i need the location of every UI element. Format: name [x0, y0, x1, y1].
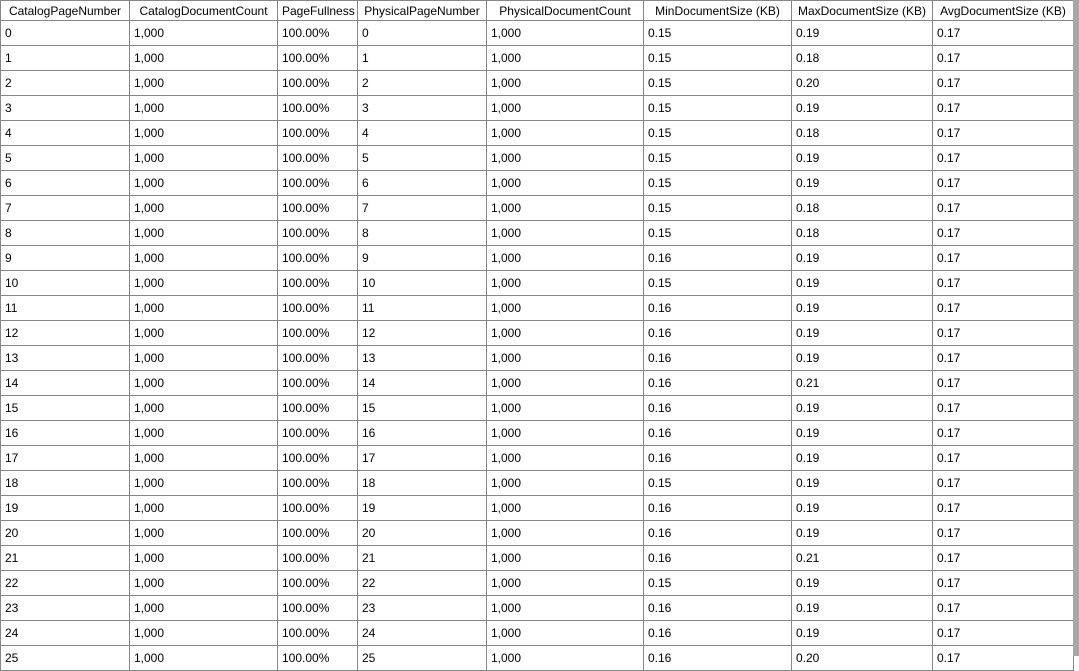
table-cell[interactable]: 1,000 — [487, 621, 644, 646]
table-cell[interactable]: 9 — [358, 246, 487, 271]
column-header-catalogdocumentcount[interactable]: CatalogDocumentCount — [130, 1, 278, 21]
table-row[interactable] — [1, 221, 1074, 246]
table-cell[interactable]: 0.17 — [933, 221, 1074, 246]
table-cell[interactable]: 1,000 — [487, 546, 644, 571]
table-row[interactable] — [1, 496, 1074, 521]
table-cell[interactable]: 0.17 — [933, 146, 1074, 171]
table-cell[interactable]: 0 — [1, 21, 130, 46]
table-cell[interactable]: 100.00% — [278, 46, 358, 71]
table-cell[interactable]: 1,000 — [130, 546, 278, 571]
table-row[interactable] — [1, 271, 1074, 296]
table-cell[interactable]: 14 — [1, 371, 130, 396]
table-cell[interactable]: 0.17 — [933, 596, 1074, 621]
table-cell[interactable]: 20 — [1, 521, 130, 546]
table-cell[interactable]: 1,000 — [130, 96, 278, 121]
table-cell[interactable]: 0.19 — [792, 146, 933, 171]
column-header-maxdocumentsize-kb[interactable]: MaxDocumentSize (KB) — [792, 1, 933, 21]
table-cell[interactable]: 100.00% — [278, 246, 358, 271]
table-cell[interactable]: 100.00% — [278, 496, 358, 521]
table-row[interactable] — [1, 321, 1074, 346]
table-cell[interactable]: 1,000 — [487, 271, 644, 296]
table-cell[interactable]: 0.18 — [792, 196, 933, 221]
table-cell[interactable]: 0.15 — [644, 146, 792, 171]
table-cell[interactable]: 4 — [358, 121, 487, 146]
table-cell[interactable]: 0.19 — [792, 271, 933, 296]
table-cell[interactable]: 25 — [1, 646, 130, 671]
table-cell[interactable]: 0.17 — [933, 71, 1074, 96]
table-cell[interactable]: 12 — [358, 321, 487, 346]
table-cell[interactable]: 7 — [1, 196, 130, 221]
table-cell[interactable]: 1 — [1, 46, 130, 71]
table-cell[interactable]: 1,000 — [487, 46, 644, 71]
table-cell[interactable]: 1,000 — [487, 646, 644, 671]
table-cell[interactable]: 10 — [358, 271, 487, 296]
table-cell[interactable]: 0.15 — [644, 71, 792, 96]
table-row[interactable] — [1, 621, 1074, 646]
table-cell[interactable]: 0.19 — [792, 496, 933, 521]
table-cell[interactable]: 18 — [1, 471, 130, 496]
table-cell[interactable]: 1,000 — [130, 46, 278, 71]
table-cell[interactable]: 0.17 — [933, 421, 1074, 446]
table-cell[interactable]: 22 — [1, 571, 130, 596]
table-cell[interactable]: 0.16 — [644, 396, 792, 421]
table-cell[interactable]: 1,000 — [130, 571, 278, 596]
table-cell[interactable]: 1,000 — [130, 471, 278, 496]
table-cell[interactable]: 0.15 — [644, 121, 792, 146]
table-cell[interactable]: 100.00% — [278, 396, 358, 421]
table-cell[interactable]: 0.21 — [792, 546, 933, 571]
table-row[interactable] — [1, 446, 1074, 471]
table-cell[interactable]: 100.00% — [278, 296, 358, 321]
table-cell[interactable]: 100.00% — [278, 421, 358, 446]
table-cell[interactable]: 1,000 — [487, 146, 644, 171]
table-cell[interactable]: 1,000 — [487, 71, 644, 96]
table-cell[interactable]: 1,000 — [130, 271, 278, 296]
vertical-scrollbar[interactable] — [1073, 0, 1079, 656]
table-cell[interactable]: 0.15 — [644, 96, 792, 121]
table-cell[interactable]: 0.15 — [644, 271, 792, 296]
table-cell[interactable]: 24 — [358, 621, 487, 646]
table-cell[interactable]: 7 — [358, 196, 487, 221]
table-cell[interactable]: 13 — [1, 346, 130, 371]
table-cell[interactable]: 5 — [1, 146, 130, 171]
column-header-mindocumentsize-kb[interactable]: MinDocumentSize (KB) — [644, 1, 792, 21]
table-cell[interactable]: 0.19 — [792, 421, 933, 446]
table-cell[interactable]: 0 — [358, 21, 487, 46]
column-header-catalogpagenumber[interactable]: CatalogPageNumber — [1, 1, 130, 21]
table-cell[interactable]: 0.19 — [792, 171, 933, 196]
table-cell[interactable]: 0.17 — [933, 546, 1074, 571]
table-row[interactable] — [1, 171, 1074, 196]
table-cell[interactable]: 1,000 — [487, 571, 644, 596]
table-cell[interactable]: 100.00% — [278, 471, 358, 496]
table-cell[interactable]: 0.15 — [644, 471, 792, 496]
table-row[interactable] — [1, 196, 1074, 221]
table-row[interactable] — [1, 571, 1074, 596]
table-cell[interactable]: 0.21 — [792, 371, 933, 396]
table-cell[interactable]: 100.00% — [278, 571, 358, 596]
column-header-pagefullness[interactable]: PageFullness — [278, 1, 358, 21]
table-cell[interactable]: 0.15 — [644, 21, 792, 46]
table-cell[interactable]: 0.17 — [933, 296, 1074, 321]
table-cell[interactable]: 1,000 — [130, 221, 278, 246]
table-cell[interactable]: 24 — [1, 621, 130, 646]
table-cell[interactable]: 1,000 — [487, 496, 644, 521]
table-cell[interactable]: 0.17 — [933, 521, 1074, 546]
table-cell[interactable]: 0.17 — [933, 171, 1074, 196]
table-row[interactable] — [1, 371, 1074, 396]
table-cell[interactable]: 1,000 — [130, 496, 278, 521]
table-cell[interactable]: 3 — [358, 96, 487, 121]
table-cell[interactable]: 100.00% — [278, 621, 358, 646]
table-cell[interactable]: 1,000 — [487, 421, 644, 446]
table-cell[interactable]: 6 — [1, 171, 130, 196]
table-cell[interactable]: 15 — [1, 396, 130, 421]
table-cell[interactable]: 18 — [358, 471, 487, 496]
table-cell[interactable]: 8 — [358, 221, 487, 246]
table-cell[interactable]: 1,000 — [487, 346, 644, 371]
table-cell[interactable]: 0.19 — [792, 446, 933, 471]
table-cell[interactable]: 0.19 — [792, 246, 933, 271]
table-cell[interactable]: 2 — [358, 71, 487, 96]
table-cell[interactable]: 0.19 — [792, 346, 933, 371]
table-cell[interactable]: 1,000 — [130, 121, 278, 146]
table-cell[interactable]: 1,000 — [487, 21, 644, 46]
table-cell[interactable]: 100.00% — [278, 521, 358, 546]
table-row[interactable] — [1, 421, 1074, 446]
table-row[interactable] — [1, 396, 1074, 421]
table-cell[interactable]: 0.17 — [933, 246, 1074, 271]
table-row[interactable] — [1, 521, 1074, 546]
table-cell[interactable]: 9 — [1, 246, 130, 271]
table-cell[interactable]: 1,000 — [487, 321, 644, 346]
table-cell[interactable]: 21 — [1, 546, 130, 571]
table-cell[interactable]: 1,000 — [130, 246, 278, 271]
table-cell[interactable]: 0.17 — [933, 346, 1074, 371]
header-row — [1, 1, 1074, 21]
table-cell[interactable]: 0.17 — [933, 621, 1074, 646]
table-cell[interactable]: 1,000 — [130, 71, 278, 96]
table-cell[interactable]: 16 — [1, 421, 130, 446]
table-cell[interactable]: 0.17 — [933, 396, 1074, 421]
table-cell[interactable]: 1,000 — [130, 421, 278, 446]
table-cell[interactable]: 1,000 — [487, 171, 644, 196]
table-cell[interactable]: 100.00% — [278, 321, 358, 346]
table-cell[interactable]: 12 — [1, 321, 130, 346]
table-cell[interactable]: 1,000 — [487, 371, 644, 396]
table-cell[interactable]: 14 — [358, 371, 487, 396]
table-cell[interactable]: 5 — [358, 146, 487, 171]
table-row[interactable] — [1, 46, 1074, 71]
table-cell[interactable]: 1 — [358, 46, 487, 71]
table-cell[interactable]: 1,000 — [130, 396, 278, 421]
table-cell[interactable]: 0.17 — [933, 571, 1074, 596]
table-cell[interactable]: 100.00% — [278, 196, 358, 221]
table-row[interactable] — [1, 121, 1074, 146]
table-cell[interactable]: 1,000 — [487, 96, 644, 121]
table-cell[interactable]: 0.19 — [792, 96, 933, 121]
table-cell[interactable]: 0.18 — [792, 221, 933, 246]
table-cell[interactable]: 0.16 — [644, 496, 792, 521]
table-cell[interactable]: 0.16 — [644, 371, 792, 396]
table-cell[interactable]: 0.15 — [644, 171, 792, 196]
table-cell[interactable]: 1,000 — [130, 596, 278, 621]
table-cell[interactable]: 0.16 — [644, 421, 792, 446]
table-cell[interactable]: 1,000 — [130, 346, 278, 371]
table-cell[interactable]: 0.20 — [792, 71, 933, 96]
table-cell[interactable]: 20 — [358, 521, 487, 546]
table-cell[interactable]: 100.00% — [278, 146, 358, 171]
table-cell[interactable]: 1,000 — [487, 121, 644, 146]
table-cell[interactable]: 23 — [358, 596, 487, 621]
table-cell[interactable]: 100.00% — [278, 21, 358, 46]
table-cell[interactable]: 0.17 — [933, 646, 1074, 671]
table-cell[interactable]: 0.16 — [644, 546, 792, 571]
table-cell[interactable]: 100.00% — [278, 221, 358, 246]
table-cell[interactable]: 0.19 — [792, 621, 933, 646]
table-cell[interactable]: 100.00% — [278, 96, 358, 121]
table-cell[interactable]: 0.16 — [644, 321, 792, 346]
table-cell[interactable]: 100.00% — [278, 346, 358, 371]
table-cell[interactable]: 13 — [358, 346, 487, 371]
table-row[interactable] — [1, 546, 1074, 571]
table-row[interactable] — [1, 471, 1074, 496]
table-cell[interactable]: 2 — [1, 71, 130, 96]
table-cell[interactable]: 1,000 — [130, 646, 278, 671]
table-cell[interactable]: 1,000 — [130, 371, 278, 396]
table-cell[interactable]: 17 — [358, 446, 487, 471]
table-row[interactable] — [1, 646, 1074, 671]
table-cell[interactable]: 0.19 — [792, 321, 933, 346]
table-cell[interactable]: 1,000 — [130, 171, 278, 196]
table-cell[interactable]: 0.19 — [792, 396, 933, 421]
table-cell[interactable]: 0.17 — [933, 371, 1074, 396]
table-cell[interactable]: 23 — [1, 596, 130, 621]
table-cell[interactable]: 0.19 — [792, 521, 933, 546]
table-cell[interactable]: 21 — [358, 546, 487, 571]
table-cell[interactable]: 17 — [1, 446, 130, 471]
table-cell[interactable]: 1,000 — [487, 446, 644, 471]
table-cell[interactable]: 0.15 — [644, 221, 792, 246]
table-cell[interactable]: 0.16 — [644, 296, 792, 321]
table-cell[interactable]: 100.00% — [278, 71, 358, 96]
table-cell[interactable]: 100.00% — [278, 596, 358, 621]
table-cell[interactable]: 0.16 — [644, 521, 792, 546]
table-cell[interactable]: 0.16 — [644, 646, 792, 671]
table-cell[interactable]: 0.19 — [792, 21, 933, 46]
table-cell[interactable]: 1,000 — [487, 296, 644, 321]
table-cell[interactable]: 10 — [1, 271, 130, 296]
table-row[interactable] — [1, 346, 1074, 371]
table-cell[interactable]: 100.00% — [278, 371, 358, 396]
table-cell[interactable]: 1,000 — [487, 246, 644, 271]
table-cell[interactable]: 0.15 — [644, 46, 792, 71]
table-cell[interactable]: 4 — [1, 121, 130, 146]
table-cell[interactable]: 1,000 — [130, 321, 278, 346]
table-cell[interactable]: 0.18 — [792, 121, 933, 146]
table-cell[interactable]: 0.16 — [644, 621, 792, 646]
table-cell[interactable]: 100.00% — [278, 646, 358, 671]
table-cell[interactable]: 1,000 — [130, 21, 278, 46]
column-header-physicaldocumentcount[interactable]: PhysicalDocumentCount — [487, 1, 644, 21]
column-header-avgdocumentsize-kb[interactable]: AvgDocumentSize (KB) — [933, 1, 1074, 21]
table-cell[interactable]: 1,000 — [130, 146, 278, 171]
table-cell[interactable]: 0.17 — [933, 321, 1074, 346]
table-cell[interactable]: 100.00% — [278, 546, 358, 571]
table-cell[interactable]: 15 — [358, 396, 487, 421]
table-row[interactable] — [1, 71, 1074, 96]
table-cell[interactable]: 16 — [358, 421, 487, 446]
table-cell[interactable]: 1,000 — [487, 196, 644, 221]
table-cell[interactable]: 1,000 — [487, 221, 644, 246]
table-cell[interactable]: 1,000 — [487, 471, 644, 496]
table-cell[interactable]: 100.00% — [278, 271, 358, 296]
table-row[interactable] — [1, 21, 1074, 46]
table-cell[interactable]: 0.15 — [644, 571, 792, 596]
table-cell[interactable]: 0.19 — [792, 471, 933, 496]
table-cell[interactable]: 1,000 — [487, 521, 644, 546]
table-cell[interactable]: 0.18 — [792, 46, 933, 71]
table-cell[interactable]: 0.17 — [933, 46, 1074, 71]
table-cell[interactable]: 0.17 — [933, 446, 1074, 471]
table-row[interactable] — [1, 296, 1074, 321]
table-cell[interactable]: 0.17 — [933, 96, 1074, 121]
table-cell[interactable]: 1,000 — [130, 521, 278, 546]
table-cell[interactable]: 19 — [358, 496, 487, 521]
table-cell[interactable]: 0.16 — [644, 346, 792, 371]
column-header-physicalpagenumber[interactable]: PhysicalPageNumber — [358, 1, 487, 21]
table-cell[interactable]: 6 — [358, 171, 487, 196]
table-cell[interactable]: 1,000 — [487, 396, 644, 421]
table-cell[interactable]: 0.16 — [644, 446, 792, 471]
table-cell[interactable]: 1,000 — [130, 196, 278, 221]
table-cell[interactable]: 11 — [358, 296, 487, 321]
table-cell[interactable]: 1,000 — [487, 596, 644, 621]
table-cell[interactable]: 0.19 — [792, 571, 933, 596]
table-cell[interactable]: 0.15 — [644, 196, 792, 221]
table-cell[interactable]: 0.17 — [933, 271, 1074, 296]
table-cell[interactable]: 1,000 — [130, 296, 278, 321]
table-cell[interactable]: 0.16 — [644, 596, 792, 621]
table-cell[interactable]: 0.17 — [933, 121, 1074, 146]
table-cell[interactable]: 1,000 — [130, 621, 278, 646]
table-cell[interactable]: 0.17 — [933, 471, 1074, 496]
table-row[interactable] — [1, 96, 1074, 121]
table-cell[interactable]: 8 — [1, 221, 130, 246]
table-cell[interactable]: 0.17 — [933, 196, 1074, 221]
table-row[interactable] — [1, 146, 1074, 171]
table-cell[interactable]: 0.17 — [933, 496, 1074, 521]
table-cell[interactable]: 0.19 — [792, 296, 933, 321]
table-cell[interactable]: 100.00% — [278, 446, 358, 471]
table-cell[interactable]: 100.00% — [278, 171, 358, 196]
table-cell[interactable]: 1,000 — [130, 446, 278, 471]
table-cell[interactable]: 19 — [1, 496, 130, 521]
table-cell[interactable]: 11 — [1, 296, 130, 321]
table-cell[interactable]: 0.16 — [644, 246, 792, 271]
table-cell[interactable]: 3 — [1, 96, 130, 121]
table-cell[interactable]: 0.17 — [933, 21, 1074, 46]
table-row[interactable] — [1, 246, 1074, 271]
table-cell[interactable]: 25 — [358, 646, 487, 671]
table-cell[interactable]: 0.20 — [792, 646, 933, 671]
table-cell[interactable]: 22 — [358, 571, 487, 596]
table-cell[interactable]: 100.00% — [278, 121, 358, 146]
table-cell[interactable]: 0.19 — [792, 596, 933, 621]
table-row[interactable] — [1, 596, 1074, 621]
